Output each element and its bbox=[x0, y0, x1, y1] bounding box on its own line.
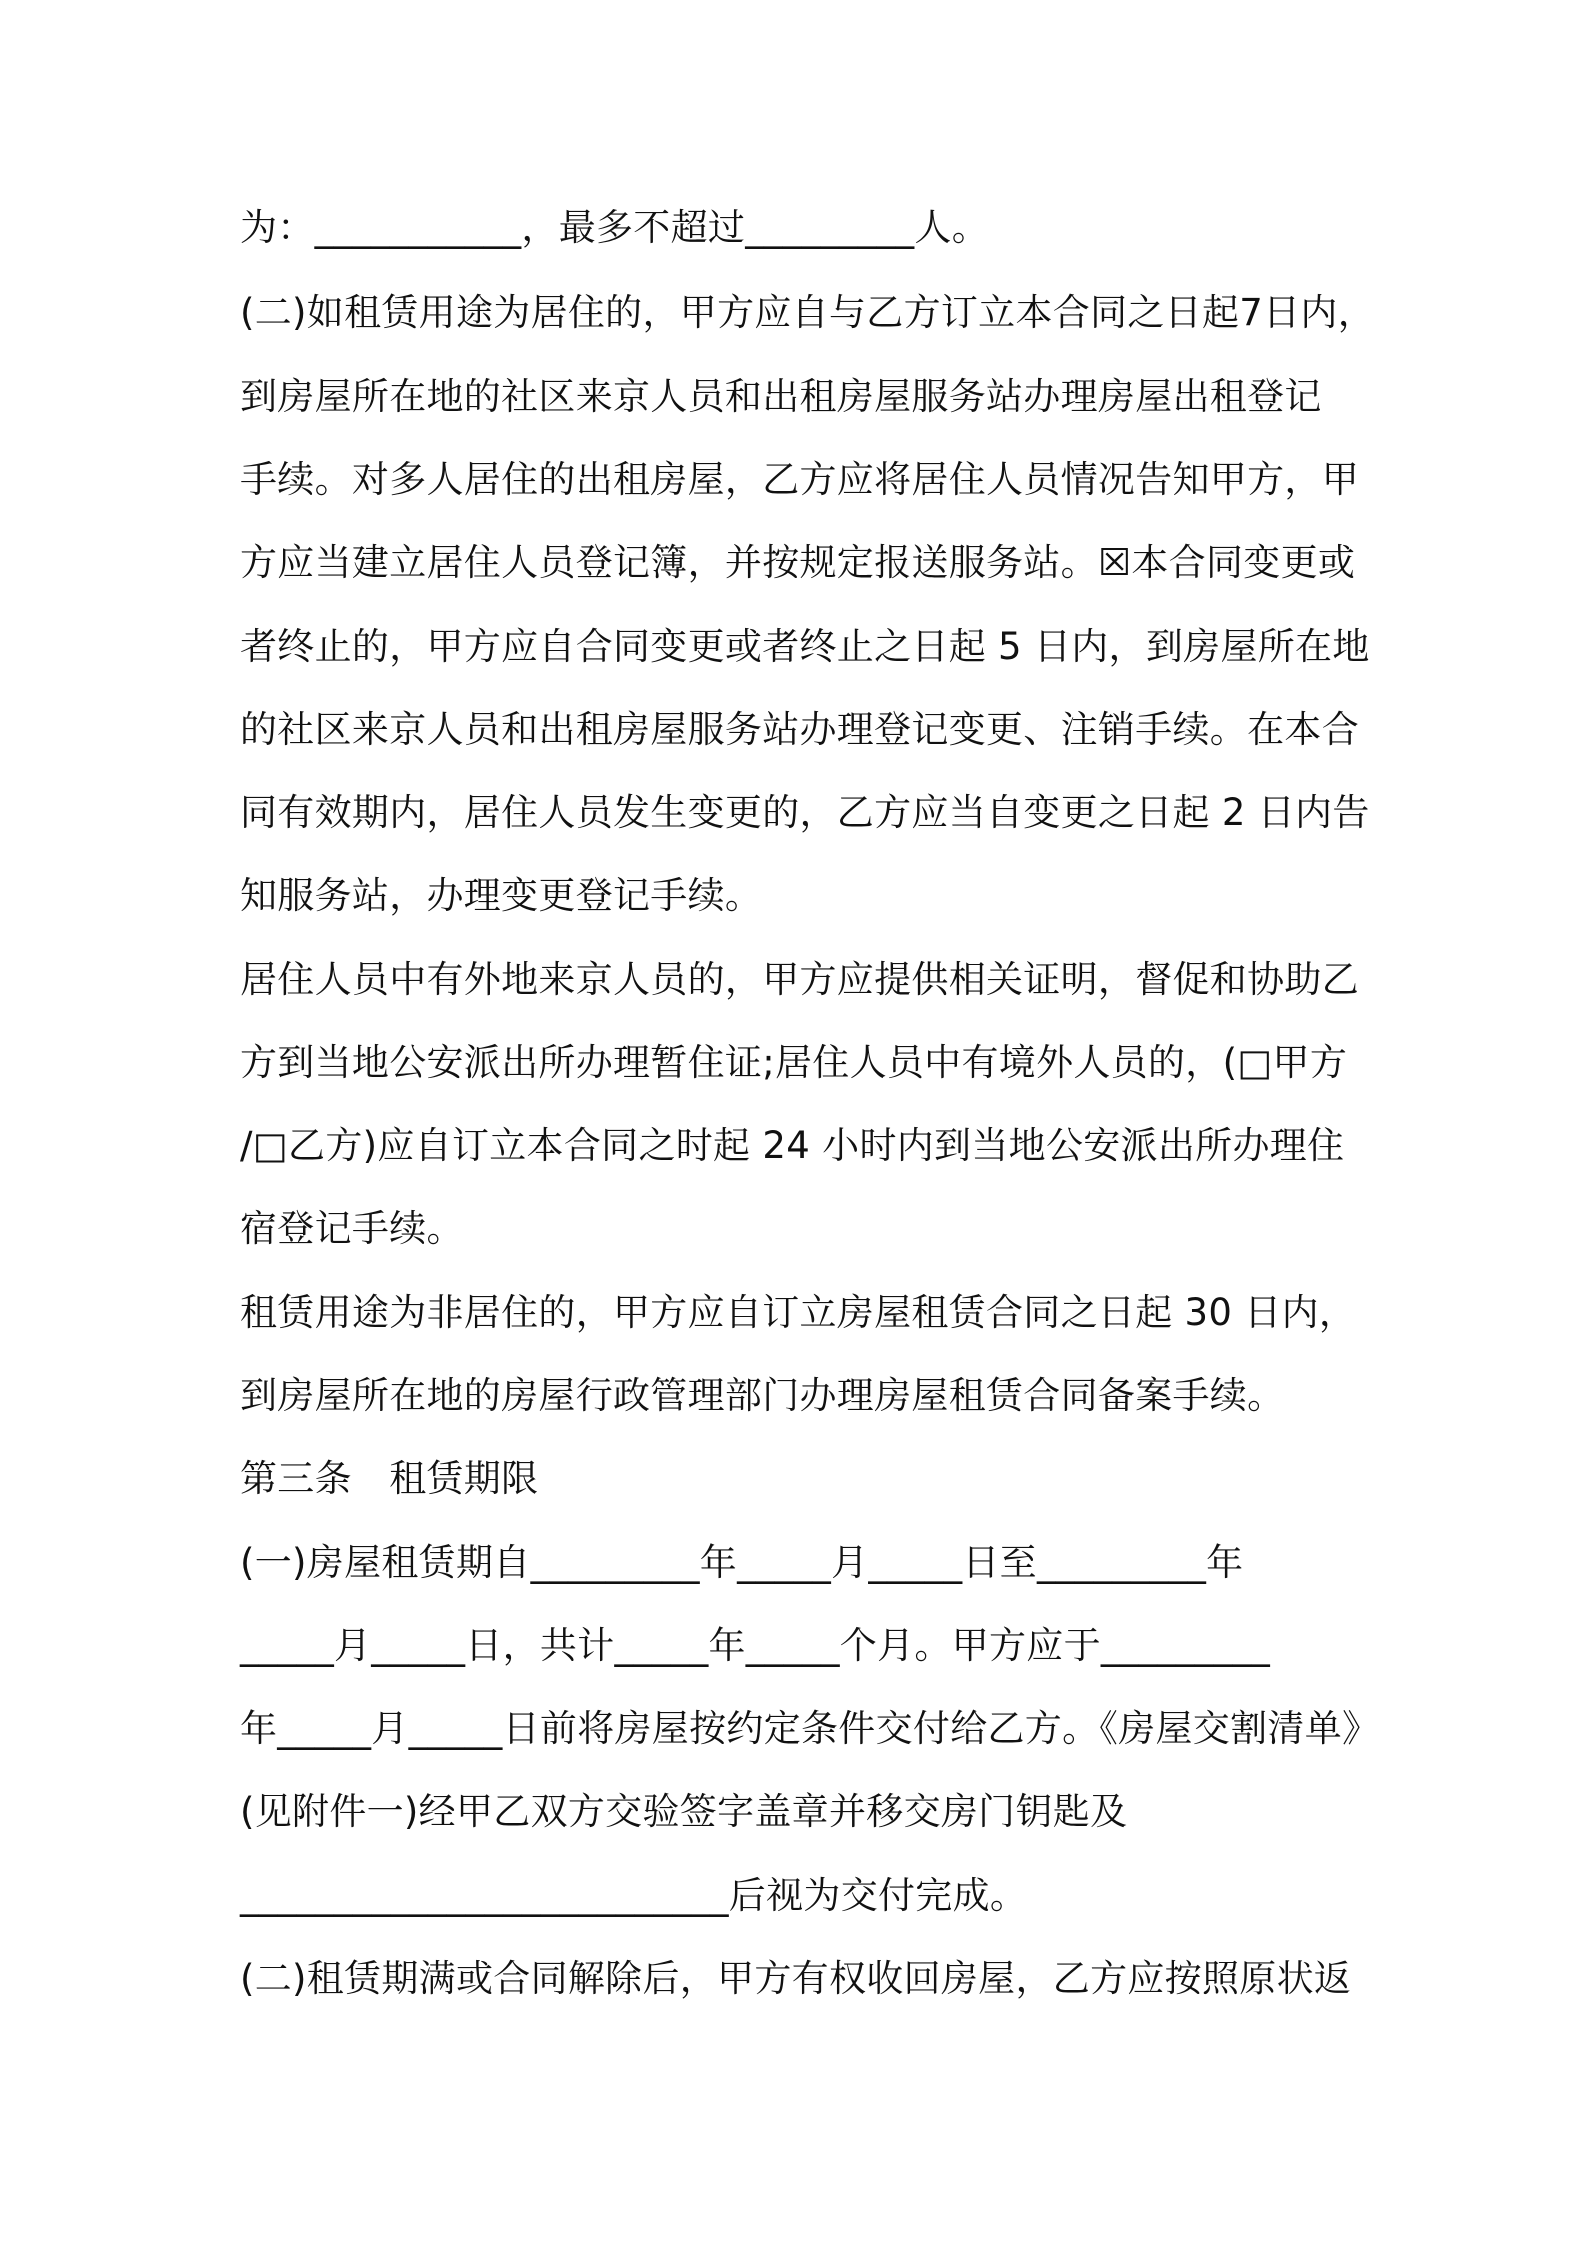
text-line: (二)如租赁用途为居住的，甲方应自与乙方订立本合同之日起7日内， bbox=[240, 291, 1376, 334]
text-line: (一)房屋租赁期自_________年_____月_____日至_________年 bbox=[240, 1541, 1244, 1584]
text-line: 居住人员中有外地来京人员的，甲方应提供相关证明，督促和协助乙 bbox=[240, 958, 1359, 1001]
text-line: 者终止的，甲方应自合同变更或者终止之日起 5 日内，到房屋所在地 bbox=[240, 625, 1370, 668]
text-line: _____月_____日，共计_____年_____个月。甲方应于_________ bbox=[240, 1624, 1271, 1667]
text-line: 到房屋所在地的房屋行政管理部门办理房屋租赁合同备案手续。 bbox=[240, 1374, 1285, 1417]
section-heading: 第三条 租赁期限 bbox=[240, 1457, 539, 1500]
text-line: 同有效期内，居住人员发生变更的，乙方应当自变更之日起 2 日内告 bbox=[240, 791, 1370, 834]
text-line: 到房屋所在地的社区来京人员和出租房屋服务站办理房屋出租登记 bbox=[240, 375, 1322, 418]
text-line: 租赁用途为非居住的，甲方应自订立房屋租赁合同之日起 30 日内， bbox=[240, 1291, 1357, 1334]
text-line: __________________________后视为交付完成。 bbox=[240, 1874, 1028, 1917]
text-line: 宿登记手续。 bbox=[240, 1207, 464, 1250]
text-line: (二)租赁期满或合同解除后，甲方有权收回房屋，乙方应按照原状返 bbox=[240, 1957, 1352, 2000]
text-line: /□乙方)应自订立本合同之时起 24 小时内到当地公安派出所办理住 bbox=[240, 1124, 1345, 1167]
text-line: 方应当建立居住人员登记簿，并按规定报送服务站。☒本合同变更或 bbox=[240, 541, 1356, 584]
text-line: 知服务站，办理变更登记手续。 bbox=[240, 874, 763, 917]
text-line: 方到当地公安派出所办理暂住证;居住人员中有境外人员的，(□甲方 bbox=[240, 1041, 1348, 1084]
text-line: (见附件一)经甲乙双方交验签字盖章并移交房门钥匙及 bbox=[240, 1790, 1128, 1833]
text-line: 手续。对多人居住的出租房屋，乙方应将居住人员情况告知甲方，甲 bbox=[240, 458, 1359, 501]
text-line: 的社区来京人员和出租房屋服务站办理登记变更、注销手续。在本合 bbox=[240, 708, 1359, 751]
text-line: 年_____月_____日前将房屋按约定条件交付给乙方。《房屋交割清单》 bbox=[240, 1707, 1380, 1750]
text-line: 为：___________，最多不超过_________人。 bbox=[240, 206, 989, 249]
